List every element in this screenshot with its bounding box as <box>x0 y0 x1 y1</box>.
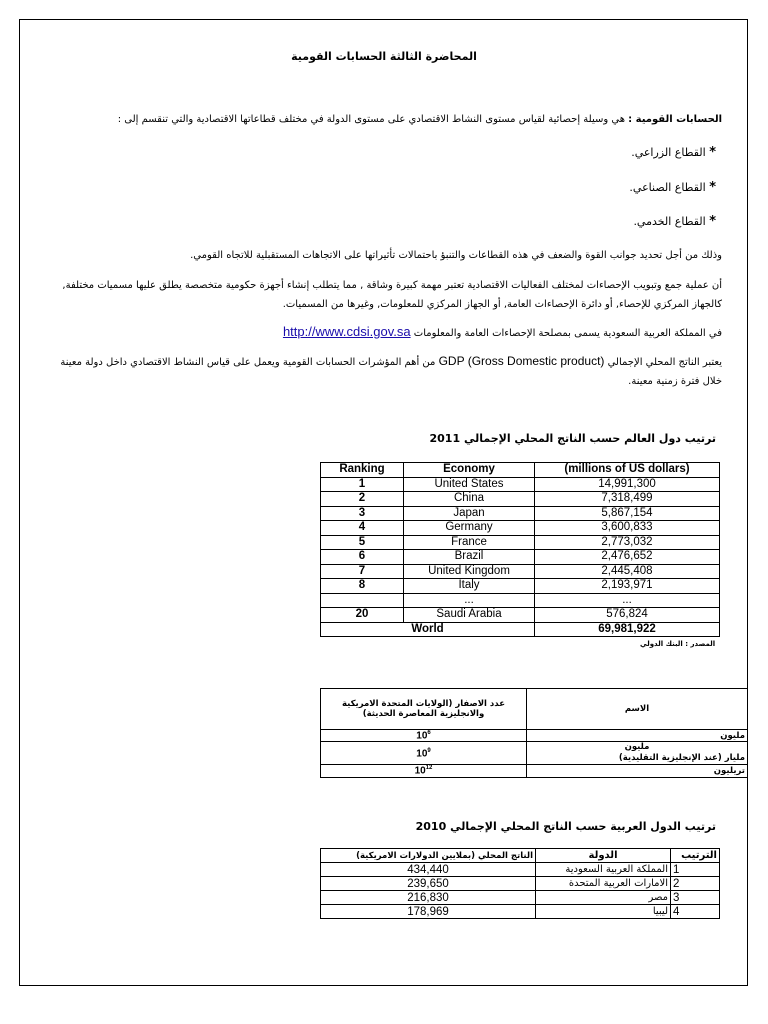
cdsi-link[interactable]: http://www.cdsi.gov.sa <box>282 324 411 339</box>
arab-gdp-table <box>320 848 720 919</box>
table-row: 7 United Kingdom 2,445,408 <box>321 564 720 579</box>
col-zeros: عدد الاصفار (الولايات المتحدة الامريكية والانجليزية المعاصرة الحديثة) <box>321 689 527 730</box>
table-row: 2 الامارات العربية المتحدة 239,650 <box>321 877 720 891</box>
col-gdp: الناتج المحلي (بملايين الدولارات الامريكية) <box>321 849 536 863</box>
sector-item: * القطاع الخدمي. <box>633 214 716 229</box>
table-row: 4 ليبيا 178,969 <box>321 905 720 919</box>
page-title: المحاضرة الثالثة الحسابات القومية <box>291 50 477 63</box>
paragraph-2: أن عملية جمع وتبويب الإحصاءات لمختلف الفعاليات الاقتصادية تعتبر مهمة كبيرة وشاقة , مما يتطلب إنشاء أجهزة حكومية متخصصة يطلق عليها مسميات مختلفة, كالجهاز المركزي للإحصاء, أو دائرة الإحصاءات العامة, أو الجهاز المركزي للمعلومات, وغيرها من المسميات. <box>62 280 722 310</box>
table-row: 3 Japan 5,867,154 <box>321 506 720 521</box>
table-row: 2 China 7,318,499 <box>321 492 720 507</box>
world-total-row: World 69,981,922 <box>321 622 720 637</box>
number-names-table <box>320 688 748 778</box>
col-name: الاسم <box>527 689 748 730</box>
col-value: (millions of US dollars) <box>535 463 720 478</box>
world-ranking-heading: ترتيب دول العالم حسب الناتج المحلي الإجمالي 2011 <box>429 432 716 445</box>
paragraph-1: وذلك من أجل تحديد جوانب القوة والضعف في هذه القطاعات والتنبؤ باحتمالات تأثيراتها على الاتجاهات المستقبلية للاتجاه القومي. <box>190 250 722 261</box>
sector-item: * القطاع الزراعي. <box>631 145 716 160</box>
star-icon: * <box>709 180 716 195</box>
table-row: 6 Brazil 2,476,652 <box>321 550 720 565</box>
table-row: ... ... <box>321 593 720 608</box>
table-row: 1 المملكة العربية السعودية 434,440 <box>321 863 720 877</box>
table-row: 4 Germany 3,600,833 <box>321 521 720 536</box>
arab-ranking-heading: ترتيب الدول العربية حسب الناتج المحلي الإجمالي 2010 <box>415 820 716 833</box>
table-row: 8 Italy 2,193,971 <box>321 579 720 594</box>
col-ranking: Ranking <box>321 463 404 478</box>
col-economy: Economy <box>404 463 535 478</box>
star-icon: * <box>709 214 716 229</box>
definition-paragraph <box>42 110 722 129</box>
table-row: 20 Saudi Arabia 576,824 <box>321 608 720 623</box>
col-country: الدولة <box>536 849 671 863</box>
source-note: المصدر : البنك الدولي <box>640 640 716 648</box>
star-icon: * <box>709 145 716 160</box>
world-gdp-table <box>320 462 720 637</box>
sector-item: * القطاع الصناعي. <box>629 180 716 195</box>
col-rank: الترتيب <box>671 849 720 863</box>
table-row: مليون $10^6$ <box>321 730 748 742</box>
table-row: مليون مليار (عند الإنجليزية التقليدية) $10^9$ <box>321 742 748 765</box>
paragraph-4: يعتبر الناتج المحلي الإجمالي GDP (Gross Domestic product) من أهم المؤشرات الحسابات القومية ويعمل على قياس النشاط الاقتصادي داخل دولة معينة خلال فترة زمنية معينة. <box>60 354 722 387</box>
table-row: تريليون $10^{12}$ <box>321 765 748 777</box>
table-row: 5 France 2,773,032 <box>321 535 720 550</box>
table-row: 3 مصر 216,830 <box>321 891 720 905</box>
definition-text: هي وسيلة إحصائية لقياس مستوى النشاط الاقتصادي على مستوى الدولة في مختلف قطاعاتها الاقتصادية والتي تنقسم إلى : <box>117 114 625 125</box>
paragraph-3: في المملكة العربية السعودية يسمى بمصلحة الإحصاءات العامة والمعلومات http://www.cdsi.gov.sa <box>282 324 722 339</box>
table-row: 1 United States 14,991,300 <box>321 477 720 492</box>
definition-term: الحسابات القومية : <box>628 114 722 125</box>
